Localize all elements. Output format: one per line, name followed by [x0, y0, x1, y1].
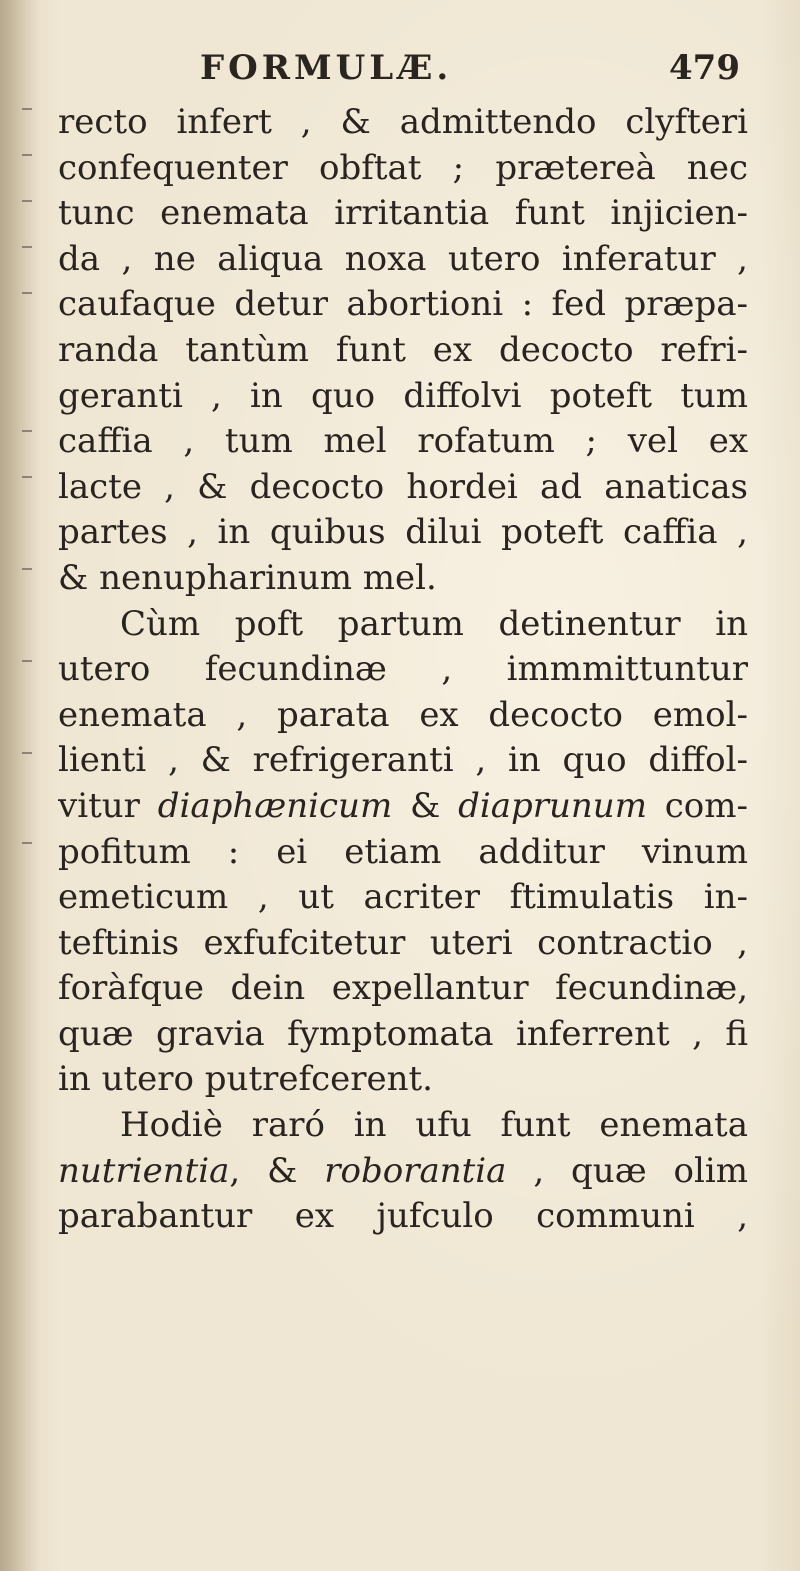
text-line: quæ gravia fymptomata inferrent , fi [58, 1013, 748, 1054]
margin-tick [22, 430, 32, 432]
text-line: Hodiè raró in ufu funt enemata [120, 1105, 748, 1146]
text-line [58, 1149, 748, 1195]
text-segment: , quæ olim [506, 1150, 748, 1191]
text-line: lacte , & decocto hordei ad anaticas [58, 466, 748, 507]
italic-term: nutrientia [58, 1150, 230, 1191]
margin-tick [22, 154, 32, 156]
margin-tick [22, 200, 32, 202]
margin-tick [22, 292, 32, 294]
running-head: FORMULÆ. [200, 48, 453, 88]
margin-tick [22, 752, 32, 754]
text-line: & nenupharinum mel. [58, 557, 437, 598]
text-segment: vitur [58, 785, 158, 826]
text-line: geranti , in quo diffolvi poteft tum [58, 375, 748, 416]
italic-term: diaprunum [458, 785, 647, 826]
margin-tick [22, 108, 32, 110]
text-segment: com- [646, 785, 748, 826]
margin-marks [22, 100, 36, 980]
text-line [58, 784, 748, 830]
text-segment: , & [229, 1150, 325, 1191]
margin-tick [22, 568, 32, 570]
text-line: lienti , & refrigeranti , in quo diffol- [58, 740, 748, 781]
text-line: Cùm poft partum detinentur in [120, 603, 748, 644]
margin-tick [22, 660, 32, 662]
text-line: teftinis exfufcitetur uteri contractio , [58, 922, 748, 963]
body-text [58, 100, 748, 1240]
margin-tick [22, 842, 32, 844]
text-line: recto infert , & admittendo clyfteri [58, 102, 748, 142]
text-line: enemata , parata ex decocto emol- [58, 694, 748, 735]
text-line: in utero putrefcerent. [58, 1059, 433, 1100]
italic-term: roborantia [324, 1150, 507, 1191]
text-line: randa tantùm funt ex decocto refri- [58, 329, 748, 370]
text-line: foràfque dein expellantur fecundinæ, [58, 968, 748, 1009]
text-line: caufaque detur abortioni : fed præpa- [58, 284, 748, 325]
italic-term: diaphænicum [157, 785, 393, 826]
text-line: utero fecundinæ , immmittuntur [58, 649, 748, 690]
text-line: da , ne aliqua noxa utero inferatur , [58, 238, 748, 279]
text-line: emeticum , ut acriter ftimulatis in- [58, 877, 748, 918]
page-header [200, 48, 740, 98]
text-segment: & [392, 785, 459, 826]
text-line: confequenter obftat ; prætereà nec [58, 147, 748, 188]
text-line: parabantur ex jufculo communi , [58, 1196, 748, 1237]
page-number: 479 [669, 48, 740, 88]
text-line: pofitum : ei etiam additur vinum [58, 831, 748, 872]
margin-tick [22, 476, 32, 478]
text-line: tunc enemata irritantia funt injicien- [58, 193, 748, 234]
margin-tick [22, 246, 32, 248]
text-line: caffia , tum mel rofatum ; vel ex [58, 421, 748, 462]
text-line: partes , in quibus dilui poteft caffia , [58, 512, 748, 553]
